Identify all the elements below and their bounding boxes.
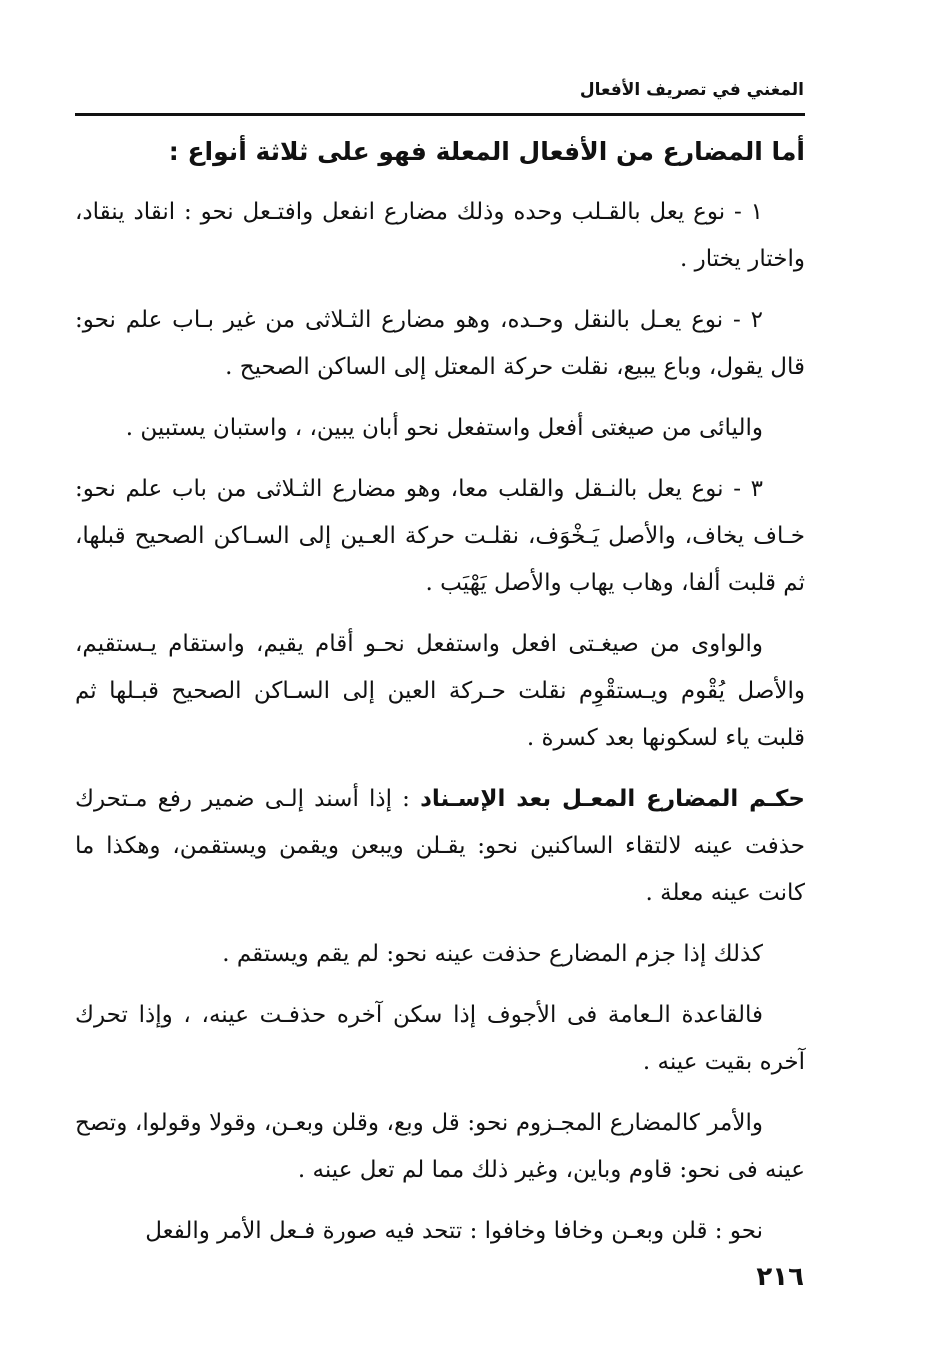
running-header-title: المغني في تصريف الأفعال xyxy=(579,80,804,100)
paragraph-imperative: والأمر كالمضارع المجـزوم نحو: قل وبع، وقلن وبعـن، وقولا وقولوا، وتصح عينه فى نحو: قاوم وباين، وغير ذلك مما لم تعل عينه . xyxy=(75,1110,805,1183)
paragraph-jazm: كذلك إذا جزم المضارع حذفت عينه نحو: لم يقم ويستقم . xyxy=(222,941,763,967)
isnad-rule-heading: حكـم المضارع المعـل بعد الإسـناد xyxy=(420,786,805,812)
isnad-rule-body: : إذا أسند إلـى ضمير رفع مـتحرك حذفت عينه لالتقاء الساكنين نحو: يقـلن ويبعن ويقمن ويستقمن، وهكذا ما كانت عينه معلة . xyxy=(75,786,805,906)
header-rule xyxy=(75,113,805,116)
page-number: ٢١٦ xyxy=(756,1262,804,1292)
page-body xyxy=(75,128,805,1269)
paragraph-yaai-note: واليائى من صيغتى أفعل واستفعل نحو أبان يبين، ، واستبان يستبين . xyxy=(125,415,763,441)
paragraph-examples: نحو : قلن وبعـن وخافا وخافوا : تتحد فيه صورة فـعل الأمر والفعل xyxy=(145,1218,763,1244)
paragraph-general-rule: فالقاعدة الـعامة فى الأجوف إذا سكن آخره حذفـت عينه، ، وإذا تحرك آخره بقيت عينه . xyxy=(75,1002,805,1075)
paragraph-type-2: ٢ - نوع يعـل بالنقل وحـده، وهو مضارع الثـلاثى من غير بـاب علم نحو: قال يقول، وباع يبيع، نقلت حركة المعتل إلى الساكن الصحيح . xyxy=(75,307,805,380)
paragraph-type-1: ١ - نوع يعل بالقـلب وحده وذلك مضارع انفعل وافتـعل نحو : انقاد ينقاد، واختار يختار . xyxy=(75,199,805,272)
section-heading: أما المضارع من الأفعال المعلة فهو على ثلاثة أنواع : xyxy=(168,137,805,166)
paragraph-wawi-note: والواوى من صيغـتى افعل واستفعل نحـو أقام يقيم، واستقام يـستقيم، والأصل يُقْوم ويـستقْوِم نقلت حـركة العين إلى السـاكن الصحيح قبـلها ثم قلبت ياء لسكونها بعد كسرة . xyxy=(75,631,805,751)
paragraph-type-3: ٣ - نوع يعل بالنـقل والقلب معا، وهو مضارع الثـلاثى من باب علم نحو: خـاف يخاف، والأصل يَـخْوَف، نقلـت حركة العـين إلى السـاكن الصحيح قبلها، ثم قلبت ألفا، وهاب يهاب والأصل يَهْيَب . xyxy=(75,476,805,596)
paragraph-isnad-rule xyxy=(75,776,805,917)
